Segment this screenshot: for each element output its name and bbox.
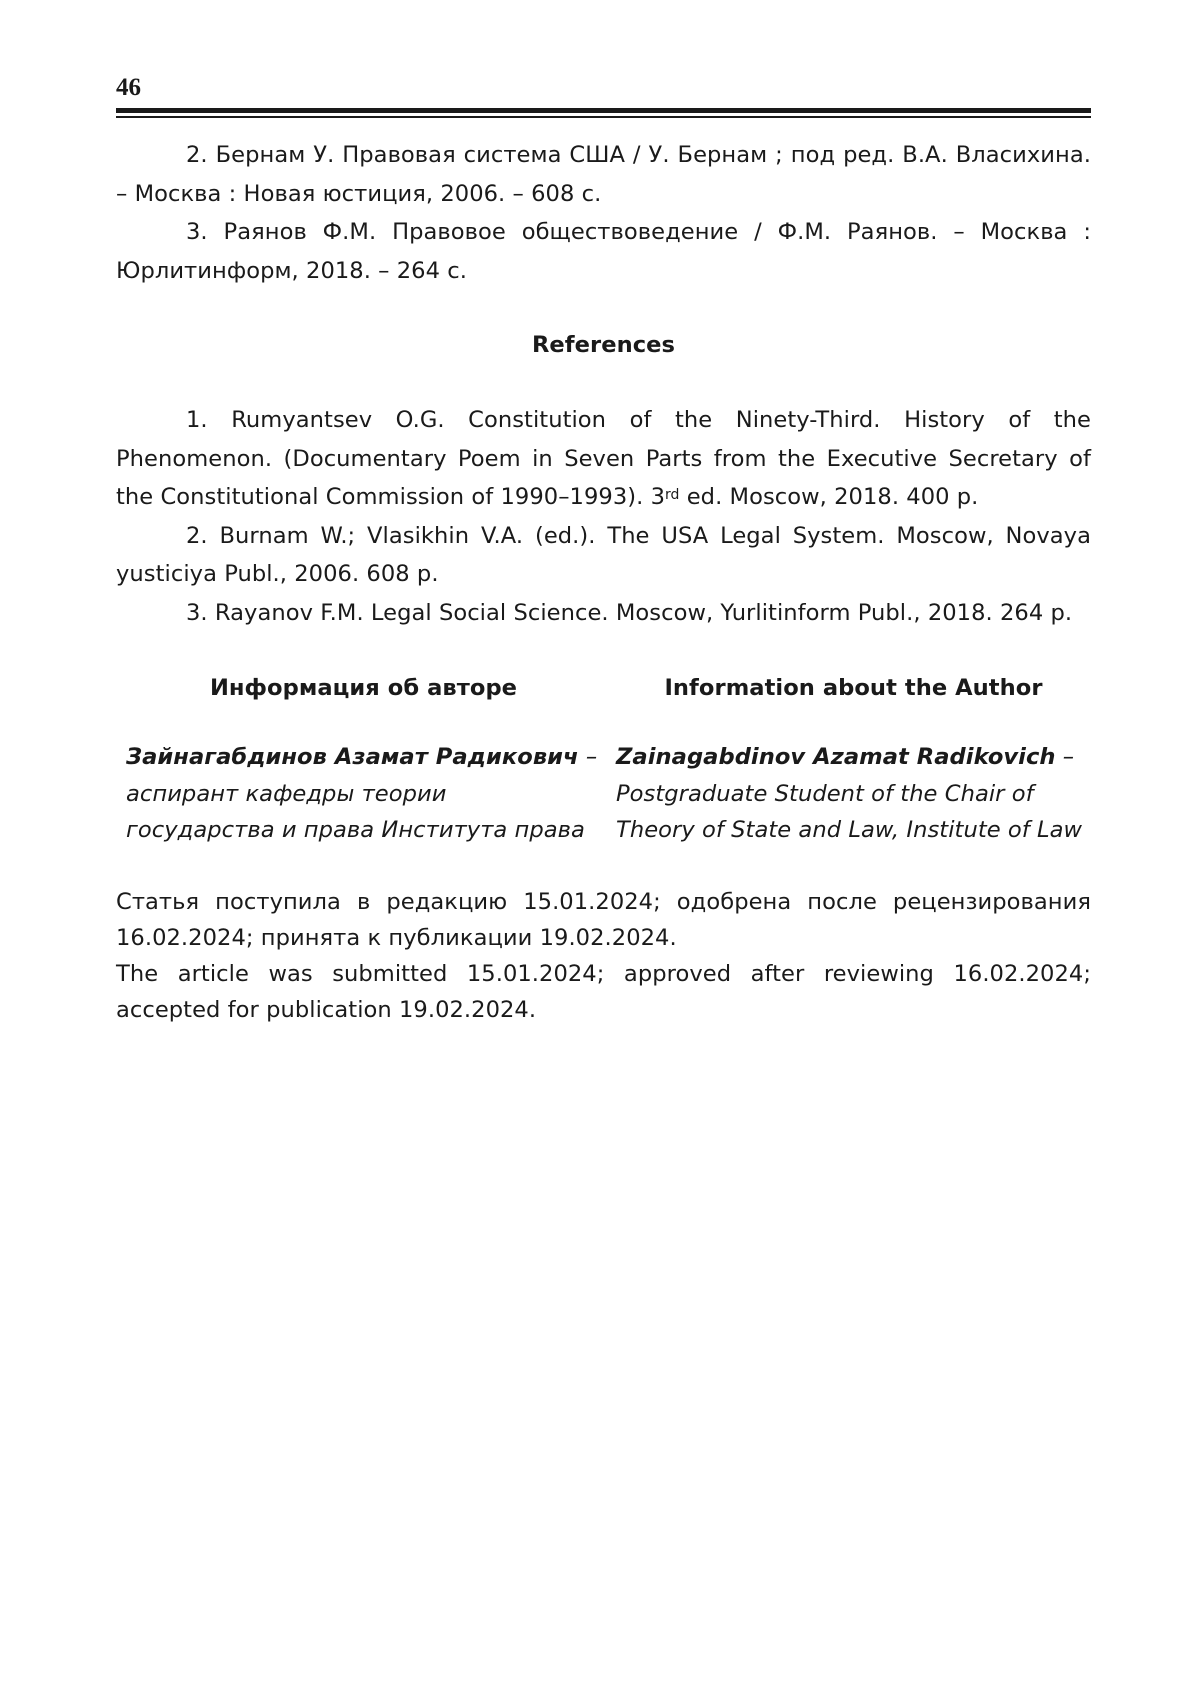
header-rule-thick	[116, 108, 1091, 113]
header-rule-thin	[116, 116, 1091, 118]
article-dates	[116, 884, 1091, 1028]
reference-1-superscript: rd	[665, 487, 680, 504]
author-info-en	[616, 669, 1091, 849]
author-name-en: Zainagabdinov Azamat Radikovich	[616, 744, 1056, 771]
russian-reference-3: 3. Раянов Ф.М. Правовое обществоведение / Ф.М. Раянов. – Москва : Юрлитинформ, 2018. – 264 с.	[116, 219, 1091, 284]
reference-3: 3. Rayanov F.M. Legal Social Science. Moscow, Yurlitinform Publ., 2018. 264 p.	[186, 599, 1073, 626]
author-info-ru-text	[126, 739, 601, 848]
reference-2: 2. Burnam W.; Vlasikhin V.A. (ed.). The USA Legal System. Moscow, Novaya yusticiya Publ., 2006. 608 p.	[116, 522, 1091, 588]
reference-1-main: 1. Rumyantsev O.G. Constitution of the Ninety-Third. History of the Phenomenon. (Documentary Poem in Seven Parts from the Executive Secretary of the Constitutional Commission of 1990–1993). 3	[116, 406, 1091, 511]
author-info-ru-heading: Информация об авторе	[209, 674, 518, 701]
page-content	[116, 136, 1091, 1028]
reference-1	[116, 401, 1091, 517]
author-description-ru: – аспирант кафедры теории государства и права Института права	[126, 744, 598, 843]
author-name-ru: Зайнагабдинов Азамат Радикович	[126, 744, 579, 771]
author-info-en-heading: Information about the Author	[664, 674, 1043, 701]
page-number: 46	[116, 74, 141, 101]
references-heading: References	[531, 332, 676, 359]
author-description-en: – Postgraduate Student of the Chair of Theory of State and Law, Institute of Law	[616, 744, 1083, 843]
author-info-en-text	[616, 739, 1091, 848]
article-dates-ru: Статья поступила в редакцию 15.01.2024; одобрена после рецензирования 16.02.2024; принята к публикации 19.02.2024.	[116, 889, 1091, 952]
author-info-block	[116, 669, 1091, 849]
article-dates-en: The article was submitted 15.01.2024; approved after reviewing 16.02.2024; accepted for publication 19.02.2024.	[116, 961, 1091, 1024]
russian-reference-2: 2. Бернам У. Правовая система США / У. Бернам ; под ред. В.А. Власихина. – Москва : Новая юстиция, 2006. – 608 с.	[116, 142, 1091, 207]
reference-1-tail: ed. Moscow, 2018. 400 p.	[679, 484, 979, 511]
author-info-ru	[116, 669, 601, 849]
